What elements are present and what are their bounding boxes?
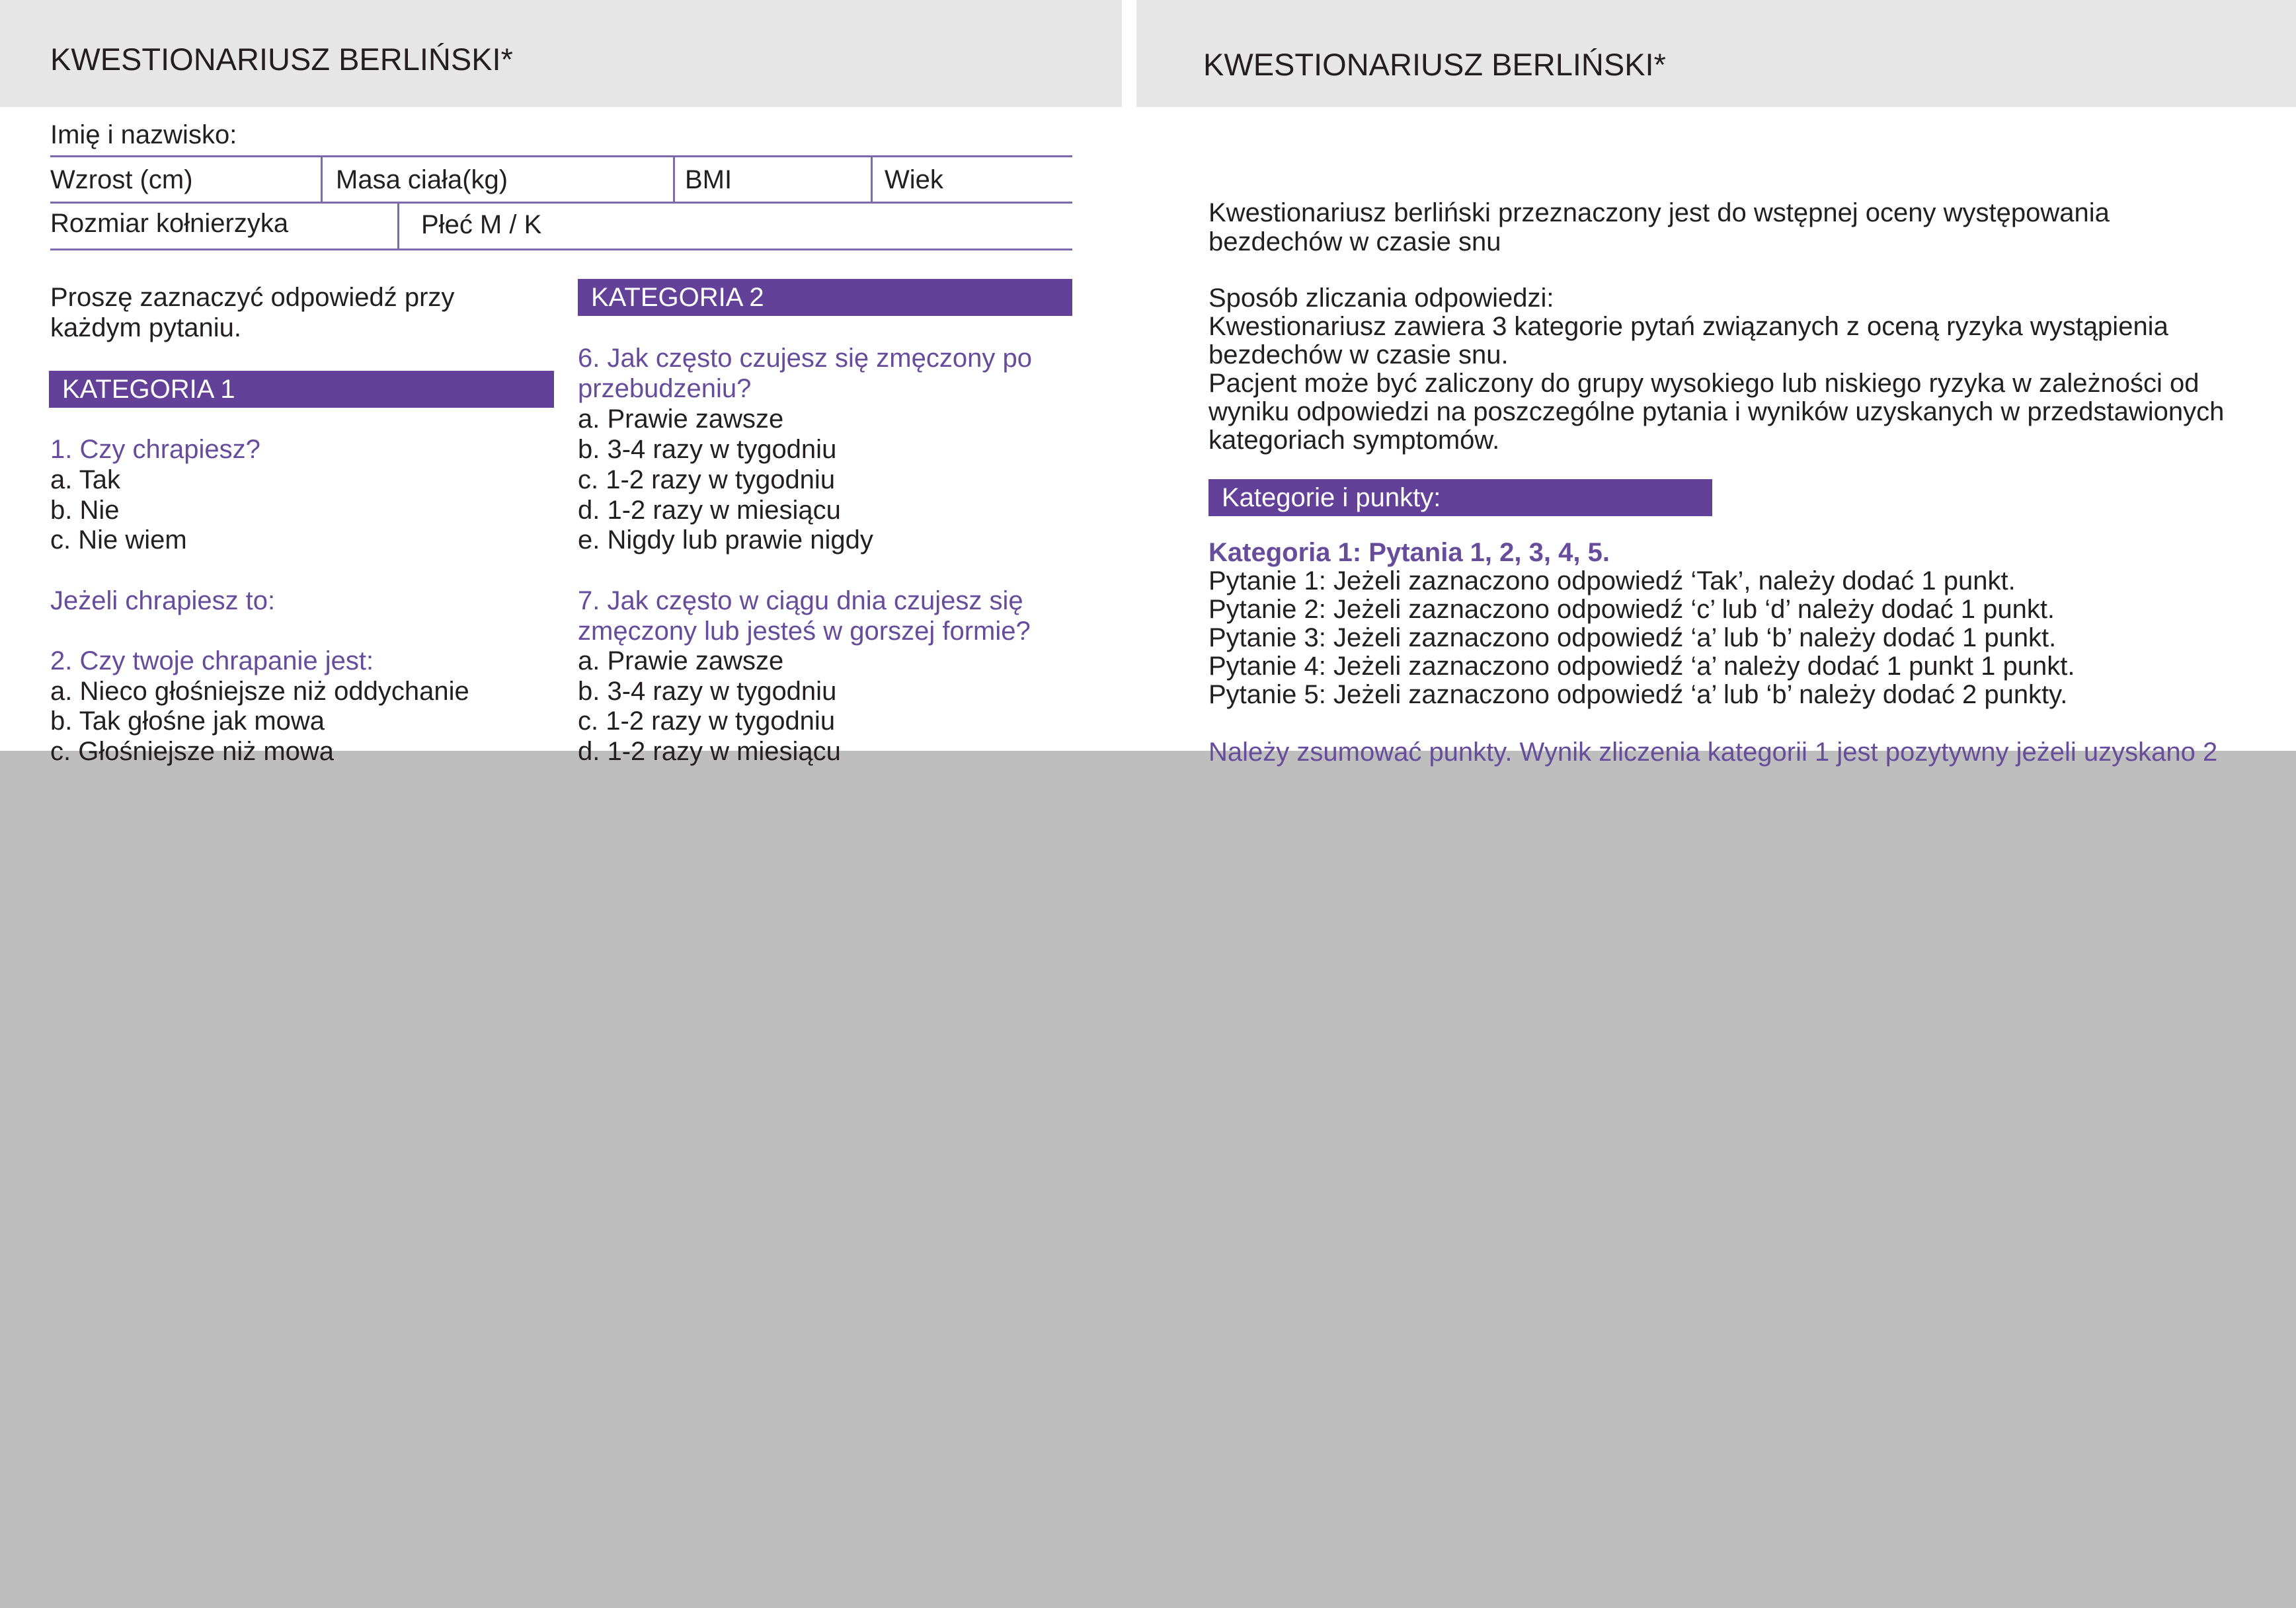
- q7-answer-d: d. 1-2 razy w miesiącu: [578, 737, 841, 766]
- q6-answer-a: a. Prawie zawsze: [578, 404, 784, 434]
- category-1-heading: Kategoria 1: Pytania 1, 2, 3, 4, 5.: [1208, 538, 1610, 567]
- q7-answer-b: b. 3-4 razy w tygodniu: [578, 677, 837, 706]
- q1-answer-c: c. Nie wiem: [50, 525, 187, 555]
- instruction-line1: Proszę zaznaczyć odpowiedź przy: [50, 283, 455, 312]
- right-page-title: KWESTIONARIUSZ BERLIŃSKI*: [1203, 47, 1666, 82]
- q6-answer-b: b. 3-4 razy w tygodniu: [578, 435, 837, 464]
- intro-line2: bezdechów w czasie snu: [1208, 227, 1501, 256]
- question-6-line2: przebudzeniu?: [578, 374, 752, 403]
- question-6-line1: 6. Jak często czujesz się zmęczony po: [578, 344, 1032, 373]
- rule-question-3: Pytanie 3: Jeżeli zaznaczono odpowiedź ‘a’ lub ‘b’ należy dodać 1 punkt.: [1208, 623, 2057, 652]
- rule-question-5: Pytanie 5: Jeżeli zaznaczono odpowiedź ‘a’ lub ‘b’ należy dodać 2 punkty.: [1208, 680, 2068, 709]
- intro-line1: Kwestionariusz berliński przeznaczony jest do wstępnej oceny występowania: [1208, 198, 2110, 227]
- method-heading: Sposób zliczania odpowiedzi:: [1208, 284, 1554, 313]
- method-line-2: bezdechów w czasie snu.: [1208, 340, 1509, 369]
- rule-question-1: Pytanie 1: Jeżeli zaznaczono odpowiedź ‘Tak’, należy dodać 1 punkt.: [1208, 566, 2016, 595]
- age-label: Wiek: [885, 165, 943, 194]
- question-2: 2. Czy twoje chrapanie jest:: [50, 646, 374, 675]
- question-7-line2: zmęczony lub jesteś w gorszej formie?: [578, 617, 1031, 646]
- form-divider: [321, 157, 323, 202]
- name-label: Imię i nazwisko:: [50, 120, 237, 149]
- rule-question-2: Pytanie 2: Jeżeli zaznaczono odpowiedź ‘c’ lub ‘d’ należy dodać 1 punkt.: [1208, 595, 2055, 624]
- method-line-4: wyniku odpowiedzi na poszczególne pytania i wyników uzyskanych w przedstawionych: [1208, 397, 2225, 426]
- category-2-band: KATEGORIA 2: [578, 279, 1072, 316]
- instruction-line2: każdym pytaniu.: [50, 313, 242, 342]
- summary-text: Należy zsumować punkty. Wynik zliczenia kategorii 1 jest pozytywny jeżeli uzyskano 2: [1208, 738, 2218, 767]
- q2-answer-b: b. Tak głośne jak mowa: [50, 707, 325, 736]
- form-line-3: [50, 249, 1072, 250]
- rule-question-4: Pytanie 4: Jeżeli zaznaczono odpowiedź ‘a’ należy dodać 1 punkt 1 punkt.: [1208, 652, 2075, 681]
- q7-answer-c: c. 1-2 razy w tygodniu: [578, 707, 836, 736]
- q2-answer-c: c. Głośniejsze niż mowa: [50, 737, 335, 766]
- weight-label: Masa ciała(kg): [336, 165, 508, 194]
- form-line-1: [50, 155, 1072, 157]
- q1-answer-a: a. Tak: [50, 465, 120, 494]
- form-divider: [397, 203, 399, 249]
- q7-answer-a: a. Prawie zawsze: [578, 646, 784, 675]
- left-page-title: KWESTIONARIUSZ BERLIŃSKI*: [50, 42, 513, 77]
- method-line-1: Kwestionariusz zawiera 3 kategorie pytań związanych z oceną ryzyka wystąpienia: [1208, 312, 2168, 341]
- method-line-3: Pacjent może być zaliczony do grupy wysokiego lub niskiego ryzyka w zależności od: [1208, 369, 2199, 398]
- q6-answer-e: e. Nigdy lub prawie nigdy: [578, 525, 873, 555]
- method-line-5: kategoriach symptomów.: [1208, 426, 1500, 455]
- right-page-header: [1136, 0, 2296, 107]
- height-label: Wzrost (cm): [50, 165, 193, 194]
- left-page-header: [0, 0, 1122, 107]
- snoring-conditional: Jeżeli chrapiesz to:: [50, 586, 276, 615]
- form-line-2: [50, 202, 1072, 204]
- q1-answer-b: b. Nie: [50, 496, 120, 525]
- collar-label: Rozmiar kołnierzyka: [50, 209, 289, 238]
- sex-label: Płeć M / K: [421, 210, 542, 239]
- question-7-line1: 7. Jak często w ciągu dnia czujesz się: [578, 586, 1023, 615]
- points-band: Kategorie i punkty:: [1208, 479, 1712, 516]
- q6-answer-d: d. 1-2 razy w miesiącu: [578, 496, 841, 525]
- page-gutter: [1122, 0, 1136, 751]
- category-1-band: KATEGORIA 1: [49, 371, 554, 408]
- form-divider: [673, 157, 675, 202]
- form-divider: [871, 157, 873, 202]
- q6-answer-c: c. 1-2 razy w tygodniu: [578, 465, 836, 494]
- bmi-label: BMI: [685, 165, 732, 194]
- q2-answer-a: a. Nieco głośniejsze niż oddychanie: [50, 677, 469, 706]
- question-1: 1. Czy chrapiesz?: [50, 435, 260, 464]
- document-sheet: [0, 0, 2296, 767]
